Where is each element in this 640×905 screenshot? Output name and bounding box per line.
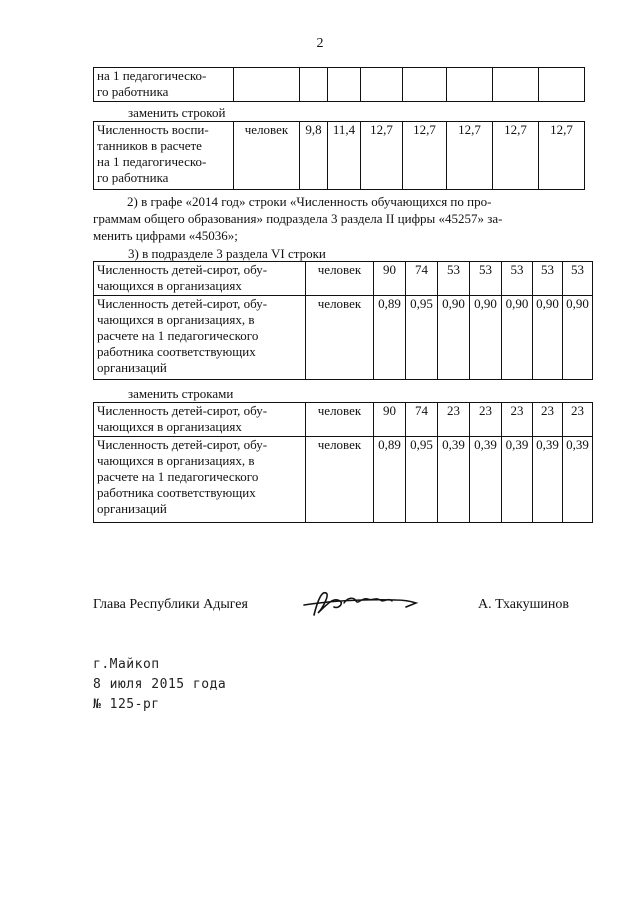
- value-cell: 12,7: [403, 122, 447, 190]
- value-cell: 90: [374, 262, 406, 296]
- value-cell: 0,90: [470, 296, 502, 380]
- value-cell: [328, 68, 361, 102]
- value-cell: 74: [406, 403, 438, 437]
- value-cell: 0,39: [502, 437, 533, 523]
- value-cell: 53: [438, 262, 470, 296]
- paragraph-2: 2) в графе «2014 год» строки «Численность обучающихся по про- граммам общего образования» подраздела 3 раздела II цифры «45257» за- менить цифрами «45036»;: [93, 194, 503, 243]
- value-cell: 11,4: [328, 122, 361, 190]
- table-orphans-old: [93, 261, 593, 380]
- value-cell: 0,39: [563, 437, 593, 523]
- value-cell: 12,7: [447, 122, 493, 190]
- value-cell: 23: [438, 403, 470, 437]
- value-cell: 0,90: [563, 296, 593, 380]
- value-cell: [403, 68, 447, 102]
- row-label: Численность детей-сирот, обу- чающихся в организациях, в расчете на 1 педагогического работника соответствующих организаций: [94, 437, 306, 523]
- row-label: Численность детей-сирот, обу- чающихся в организациях: [94, 262, 306, 296]
- value-cell: [539, 68, 585, 102]
- unit-cell: человек: [306, 403, 374, 437]
- value-cell: 0,90: [533, 296, 563, 380]
- signatory-name: А. Тхакушинов: [478, 597, 569, 612]
- replace-row-caption: заменить строкой: [128, 105, 226, 120]
- value-cell: 53: [563, 262, 593, 296]
- value-cell: 0,39: [438, 437, 470, 523]
- replace-rows-caption: заменить строками: [128, 386, 234, 401]
- row-label: Численность детей-сирот, обу- чающихся в организациях, в расчете на 1 педагогического работника соответствующих организаций: [94, 296, 306, 380]
- value-cell: [493, 68, 539, 102]
- value-cell: 90: [374, 403, 406, 437]
- value-cell: 0,39: [470, 437, 502, 523]
- value-cell: 53: [502, 262, 533, 296]
- handwritten-signature: [300, 585, 430, 621]
- value-cell: 0,89: [374, 437, 406, 523]
- table-row: [94, 262, 593, 296]
- value-cell: 0,90: [502, 296, 533, 380]
- value-cell: 0,95: [406, 437, 438, 523]
- value-cell: 53: [470, 262, 502, 296]
- row-label: Численность детей-сирот, обу- чающихся в организациях: [94, 403, 306, 437]
- signatory-title: Глава Республики Адыгея: [93, 597, 248, 612]
- value-cell: [300, 68, 328, 102]
- value-cell: 23: [563, 403, 593, 437]
- value-cell: 23: [470, 403, 502, 437]
- value-cell: 12,7: [539, 122, 585, 190]
- value-cell: 0,39: [533, 437, 563, 523]
- table-orphans-new: [93, 402, 593, 523]
- row-label: Численность воспи- танников в расчете на 1 педагогическо- го работника: [94, 122, 234, 190]
- table-row: [94, 68, 585, 102]
- table-row: [94, 437, 593, 523]
- value-cell: [361, 68, 403, 102]
- value-cell: [447, 68, 493, 102]
- value-cell: 9,8: [300, 122, 328, 190]
- value-cell: 0,95: [406, 296, 438, 380]
- stamp-number: № 125-рг: [93, 697, 160, 712]
- unit-cell: человек: [306, 296, 374, 380]
- stamp-date: 8 июля 2015 года: [93, 677, 227, 692]
- unit-cell: человек: [234, 122, 300, 190]
- value-cell: 12,7: [361, 122, 403, 190]
- paragraph-3: 3) в подразделе 3 раздела VI строки: [128, 246, 326, 261]
- table-row: [94, 403, 593, 437]
- value-cell: 53: [533, 262, 563, 296]
- value-cell: 0,90: [438, 296, 470, 380]
- table-fragment-old: [93, 67, 585, 102]
- value-cell: 0,89: [374, 296, 406, 380]
- table-row: [94, 296, 593, 380]
- page-number: 2: [316, 36, 324, 51]
- value-cell: 23: [533, 403, 563, 437]
- value-cell: 12,7: [493, 122, 539, 190]
- unit-cell: человек: [306, 262, 374, 296]
- unit-cell: человек: [306, 437, 374, 523]
- value-cell: 74: [406, 262, 438, 296]
- value-cell: 23: [502, 403, 533, 437]
- row-label: на 1 педагогическо- го работника: [94, 68, 234, 102]
- table-row: [94, 122, 585, 190]
- table-fragment-new: [93, 121, 585, 190]
- unit-cell: [234, 68, 300, 102]
- stamp-city: г.Майкоп: [93, 657, 160, 672]
